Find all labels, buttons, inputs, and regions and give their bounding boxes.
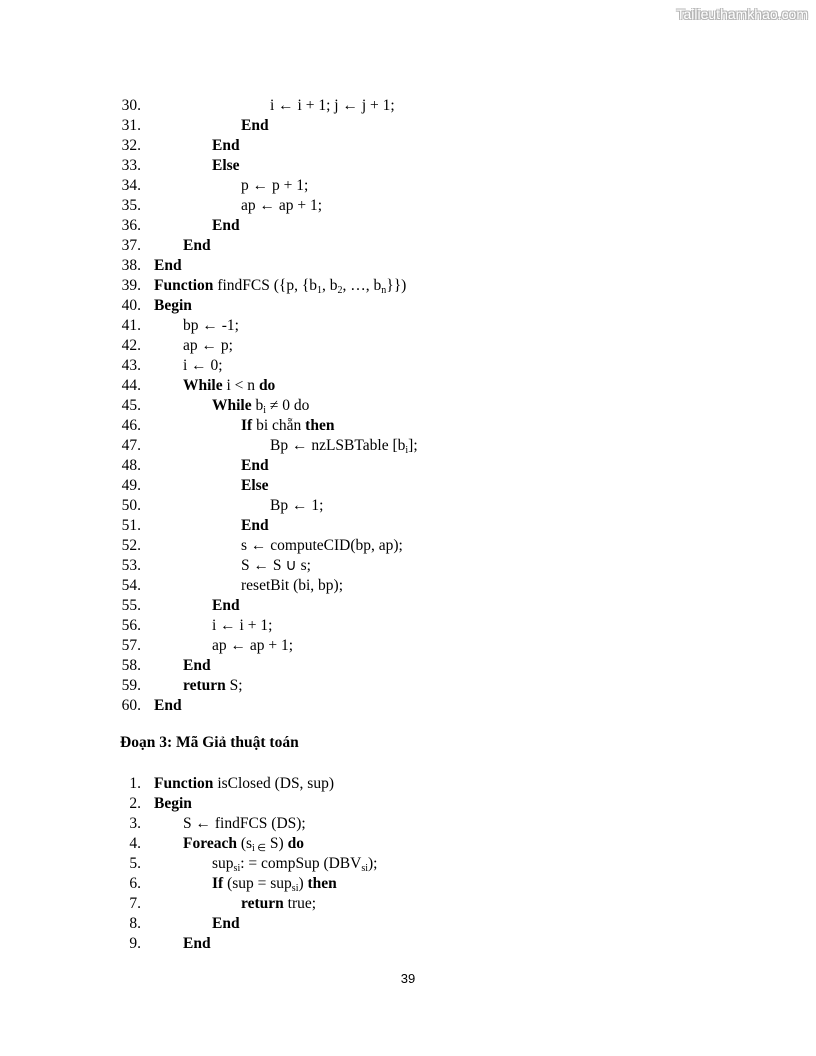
- line-number: 32.: [121, 137, 141, 154]
- code-fragment: i ← i + 1;: [212, 617, 273, 634]
- code-subscript: i ∈: [252, 843, 267, 854]
- code-keyword: Else: [212, 157, 240, 174]
- code-fragment: ): [298, 875, 308, 892]
- code-line: [0, 256, 816, 276]
- line-number: 58.: [121, 657, 141, 674]
- code-text: [183, 336, 233, 356]
- code-line: [0, 276, 816, 296]
- code-keyword: End: [183, 935, 211, 952]
- line-number: 7.: [129, 895, 141, 912]
- code-keyword: End: [212, 217, 240, 234]
- code-keyword: Else: [241, 477, 269, 494]
- code-text: [183, 376, 275, 396]
- code-fragment: findFCS ({p, {b: [213, 277, 318, 294]
- code-text: [241, 176, 308, 196]
- watermark: Tailieuthamkhao.com: [676, 6, 808, 22]
- code-line: [0, 376, 816, 396]
- line-number: 59.: [121, 677, 141, 694]
- code-fragment: i < n: [222, 377, 259, 394]
- code-keyword: End: [212, 597, 240, 614]
- code-keyword: End: [212, 137, 240, 154]
- code-keyword: then: [307, 875, 337, 892]
- code-fragment: bp ← -1;: [183, 317, 239, 334]
- code-line: [0, 874, 816, 894]
- code-line: [0, 336, 816, 356]
- line-number: 36.: [121, 217, 141, 234]
- code-fragment: sup: [212, 855, 234, 872]
- code-line: [0, 656, 816, 676]
- line-number: 1.: [129, 775, 141, 792]
- code-line: [0, 156, 816, 176]
- code-fragment: p ← p + 1;: [241, 177, 309, 194]
- code-line: [0, 576, 816, 596]
- line-number: 33.: [121, 157, 141, 174]
- code-text: [212, 136, 240, 156]
- code-text: [154, 276, 406, 296]
- code-fragment: b: [251, 397, 264, 414]
- code-keyword: End: [241, 457, 269, 474]
- line-number: 6.: [129, 875, 141, 892]
- code-line: [0, 854, 816, 874]
- code-fragment: (sup = sup: [223, 875, 292, 892]
- code-line: [0, 236, 816, 256]
- code-fragment: S ← S ∪ s;: [241, 557, 311, 574]
- code-text: [241, 516, 269, 536]
- code-fragment: true;: [283, 895, 317, 912]
- code-text: [241, 416, 334, 436]
- code-line: [0, 316, 816, 336]
- code-fragment: (s: [236, 835, 253, 852]
- code-line: [0, 476, 816, 496]
- code-fragment: resetBit (bi, bp);: [241, 577, 344, 594]
- code-fragment: Bp ← 1;: [270, 497, 324, 514]
- code-keyword: return: [183, 677, 226, 694]
- line-number: 5.: [129, 855, 141, 872]
- line-number: 35.: [121, 197, 141, 214]
- code-line: [0, 396, 816, 416]
- code-line: [0, 616, 816, 636]
- code-fragment: S;: [225, 677, 243, 694]
- line-number: 53.: [121, 557, 141, 574]
- code-fragment: i ← 0;: [183, 357, 223, 374]
- code-line: [0, 416, 816, 436]
- code-fragment: Bp ← nzLSBTable [b: [270, 437, 406, 454]
- code-keyword: do: [287, 835, 304, 852]
- code-text: [241, 576, 343, 596]
- code-text: [183, 656, 211, 676]
- line-number: 57.: [121, 637, 141, 654]
- code-line: [0, 536, 816, 556]
- code-text: [241, 536, 403, 556]
- code-subscript: si: [361, 863, 369, 874]
- code-subscript: 1: [317, 285, 323, 296]
- code-line: [0, 96, 816, 116]
- code-text: [154, 794, 192, 814]
- line-number: 9.: [129, 935, 141, 952]
- code-text: [270, 496, 323, 516]
- code-keyword: End: [183, 237, 211, 254]
- code-keyword: then: [305, 417, 335, 434]
- code-keyword: End: [154, 257, 182, 274]
- line-number: 37.: [121, 237, 141, 254]
- code-fragment: s ← computeCID(bp, ap);: [241, 537, 403, 554]
- code-subscript: si: [233, 863, 241, 874]
- line-number: 50.: [121, 497, 141, 514]
- code-line: [0, 814, 816, 834]
- code-text: [241, 476, 269, 496]
- code-text: [241, 196, 322, 216]
- code-line: [0, 116, 816, 136]
- line-number: 45.: [121, 397, 141, 414]
- code-line: [0, 794, 816, 814]
- code-line: [0, 136, 816, 156]
- line-number: 41.: [121, 317, 141, 334]
- code-text: [212, 396, 309, 416]
- line-number: 8.: [129, 915, 141, 932]
- code-text: [183, 356, 223, 376]
- line-number: 46.: [121, 417, 141, 434]
- code-keyword: Begin: [154, 297, 192, 314]
- code-text: [270, 436, 418, 456]
- code-keyword: While: [212, 397, 252, 414]
- code-fragment: isClosed (DS, sup): [213, 775, 335, 792]
- code-text: [241, 456, 269, 476]
- code-keyword: End: [241, 517, 269, 534]
- line-number: 43.: [121, 357, 141, 374]
- code-line: [0, 696, 816, 716]
- page-number: 39: [400, 971, 416, 986]
- code-line: [0, 196, 816, 216]
- code-fragment: : = compSup (DBV: [240, 855, 362, 872]
- line-number: 4.: [129, 835, 141, 852]
- code-subscript: i: [263, 405, 267, 416]
- code-text: [183, 236, 211, 256]
- code-text: [212, 636, 293, 656]
- line-number: 55.: [121, 597, 141, 614]
- code-fragment: );: [368, 855, 378, 872]
- line-number: 48.: [121, 457, 141, 474]
- code-text: [183, 834, 304, 854]
- code-line: [0, 296, 816, 316]
- code-keyword: End: [212, 915, 240, 932]
- code-text: [154, 774, 334, 794]
- code-text: [212, 216, 240, 236]
- code-subscript: n: [381, 285, 387, 296]
- code-text: [212, 616, 272, 636]
- code-line: [0, 436, 816, 456]
- code-fragment: S ← findFCS (DS);: [183, 815, 306, 832]
- code-text: [154, 696, 182, 716]
- code-keyword: return: [241, 895, 284, 912]
- code-text: [212, 156, 240, 176]
- code-fragment: , …, b: [342, 277, 382, 294]
- code-text: [154, 256, 182, 276]
- code-fragment: ≠ 0 do: [266, 397, 310, 414]
- code-keyword: End: [241, 117, 269, 134]
- line-number: 31.: [121, 117, 141, 134]
- line-number: 42.: [121, 337, 141, 354]
- code-line: [0, 676, 816, 696]
- code-text: [212, 854, 377, 874]
- code-keyword: Function: [154, 277, 214, 294]
- line-number: 49.: [121, 477, 141, 494]
- code-fragment: }}): [386, 277, 407, 294]
- code-fragment: ap ← ap + 1;: [241, 197, 323, 214]
- code-line: [0, 894, 816, 914]
- code-keyword: Function: [154, 775, 214, 792]
- code-subscript: i: [405, 445, 409, 456]
- code-line: [0, 176, 816, 196]
- code-fragment: S): [266, 835, 288, 852]
- code-text: [183, 814, 306, 834]
- code-line: [0, 356, 816, 376]
- code-fragment: ];: [408, 437, 418, 454]
- line-number: 34.: [121, 177, 141, 194]
- line-number: 30.: [121, 97, 141, 114]
- code-text: [241, 556, 311, 576]
- code-line: [0, 216, 816, 236]
- code-keyword: do: [258, 377, 276, 394]
- code-text: [212, 874, 337, 894]
- code-keyword: If: [241, 417, 253, 434]
- code-keyword: Begin: [154, 795, 192, 812]
- line-number: 38.: [121, 257, 141, 274]
- code-keyword: If: [212, 875, 224, 892]
- code-line: [0, 636, 816, 656]
- line-number: 40.: [121, 297, 141, 314]
- code-keyword: Foreach: [183, 835, 237, 852]
- code-line: [0, 834, 816, 854]
- code-subscript: si: [291, 883, 299, 894]
- code-fragment: ap ← p;: [183, 337, 233, 354]
- code-text: [270, 96, 395, 116]
- line-number: 56.: [121, 617, 141, 634]
- line-number: 54.: [121, 577, 141, 594]
- code-text: [183, 676, 243, 696]
- code-text: [241, 894, 316, 914]
- code-keyword: While: [183, 377, 223, 394]
- line-number: 47.: [121, 437, 141, 454]
- code-fragment: i ← i + 1; j ← j + 1;: [270, 97, 395, 114]
- code-line: [0, 914, 816, 934]
- line-number: 52.: [121, 537, 141, 554]
- line-number: 3.: [129, 815, 141, 832]
- code-text: [183, 934, 211, 954]
- line-number: 44.: [121, 377, 141, 394]
- code-line: [0, 774, 816, 794]
- code-keyword: End: [183, 657, 211, 674]
- code-fragment: ap ← ap + 1;: [212, 637, 294, 654]
- code-text: [212, 914, 240, 934]
- code-fragment: , b: [322, 277, 338, 294]
- code-line: [0, 556, 816, 576]
- code-line: [0, 456, 816, 476]
- line-number: 60.: [121, 697, 141, 714]
- code-text: [183, 316, 239, 336]
- section-heading: Đoạn 3: Mã Giả thuật toán: [120, 734, 299, 751]
- code-line: [0, 934, 816, 954]
- code-keyword: End: [154, 697, 182, 714]
- code-text: [241, 116, 269, 136]
- code-line: [0, 596, 816, 616]
- line-number: 39.: [121, 277, 141, 294]
- code-text: [212, 596, 240, 616]
- code-text: [154, 296, 192, 316]
- line-number: 2.: [129, 795, 141, 812]
- code-line: [0, 516, 816, 536]
- code-fragment: bi chẵn: [252, 417, 306, 434]
- code-line: [0, 496, 816, 516]
- code-subscript: 2: [337, 285, 343, 296]
- line-number: 51.: [121, 517, 141, 534]
